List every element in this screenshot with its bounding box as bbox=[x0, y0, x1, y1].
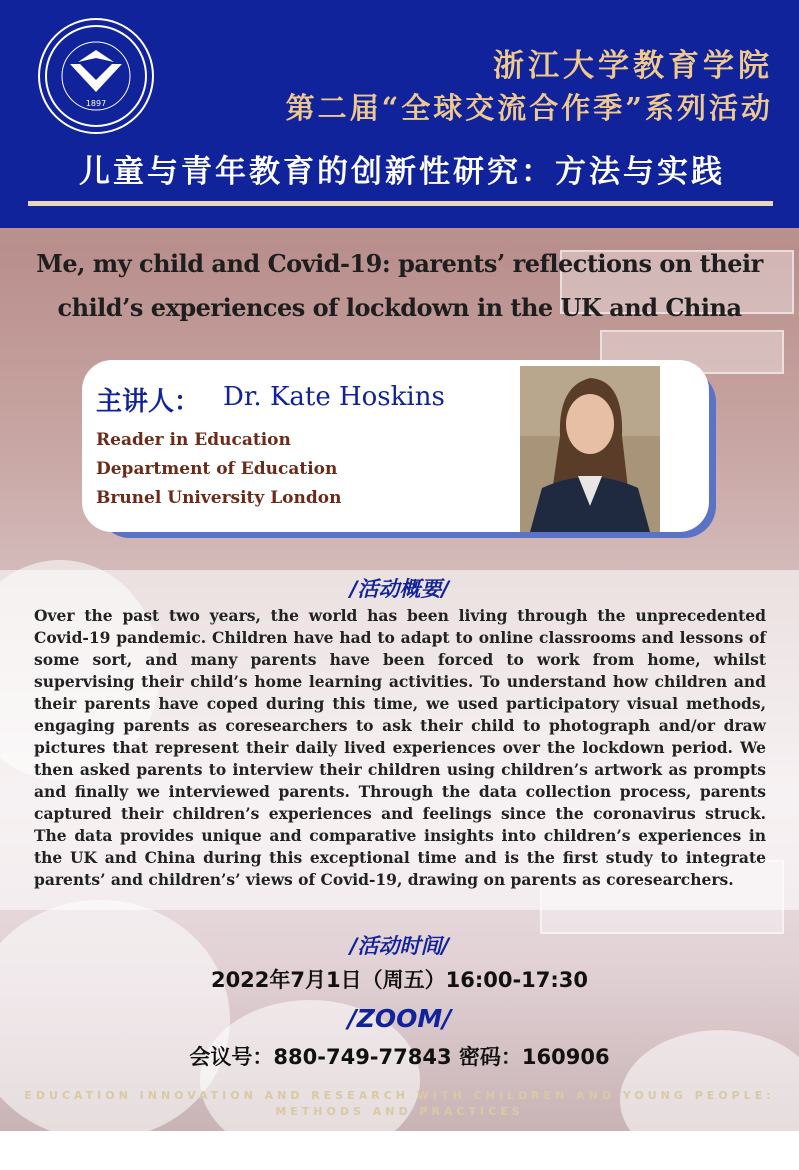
svg-text:1897: 1897 bbox=[85, 99, 107, 108]
header-banner bbox=[0, 0, 799, 228]
series-theme: 儿童与青年教育的创新性研究：方法与实践 bbox=[79, 154, 725, 190]
abstract-heading: /活动概要/ bbox=[349, 577, 450, 601]
speaker-photo bbox=[520, 366, 660, 532]
speaker-label: 主讲人： bbox=[96, 387, 201, 417]
speaker-name: Dr. Kate Hoskins bbox=[223, 382, 445, 412]
zoom-heading: /ZOOM/ bbox=[347, 1004, 452, 1033]
zoom-meeting-info: 会议号：880-749-77843 密码：160906 bbox=[189, 1045, 610, 1069]
schedule-time: 2022年7月1日（周五）16:00-17:30 bbox=[210, 968, 589, 992]
university-logo bbox=[38, 18, 154, 134]
school-name: 浙江大学教育学院 bbox=[493, 48, 773, 84]
lecture-title-line1: Me, my child and Covid-19: parents’ reflections on their bbox=[36, 249, 763, 278]
speaker-role: Reader in Education bbox=[96, 430, 291, 450]
lecture-title-line2: child’s experiences of lockdown in the UK and China bbox=[57, 293, 742, 322]
header-divider bbox=[28, 201, 773, 206]
series-name: 第二届“全球交流合作季”系列活动 bbox=[285, 91, 773, 125]
speaker-university: Brunel University London bbox=[96, 488, 342, 508]
schedule-heading: /活动时间/ bbox=[349, 934, 450, 958]
footer-line1: EDUCATION INNOVATION AND RESEARCH WITH CHILDREN AND YOUNG PEOPLE: bbox=[24, 1089, 775, 1102]
lecture-title bbox=[10, 242, 789, 330]
footer-caption bbox=[0, 1088, 799, 1120]
speaker-department: Department of Education bbox=[96, 459, 338, 479]
footer-line2: METHODS AND PRACTICES bbox=[275, 1105, 524, 1118]
abstract-text: Over the past two years, the world has been living through the unprecedented Covid-19 pandemic. Children have had to adapt to online classrooms and lessons of some sort, and many parents have been forced to work from home, whilst supervising their child’s home learning activities. To understand how children and their parents have coped during this time, we used participatory visual methods, engaging parents as coresearchers to ask their child to photograph and/or draw pictures that represent their daily lived experiences over the lockdown period. We then asked parents to interview their children using children’s artwork as prompts and finally we interviewed parents. Through the data collection process, parents captured their children’s experiences and feelings since the coronavirus struck. The data provides unique and comparative insights into children’s experiences in the UK and China during this exceptional time and is the first study to integrate parents’ and children’s’ views of Covid-19, drawing on parents as coresearchers. bbox=[34, 606, 766, 889]
